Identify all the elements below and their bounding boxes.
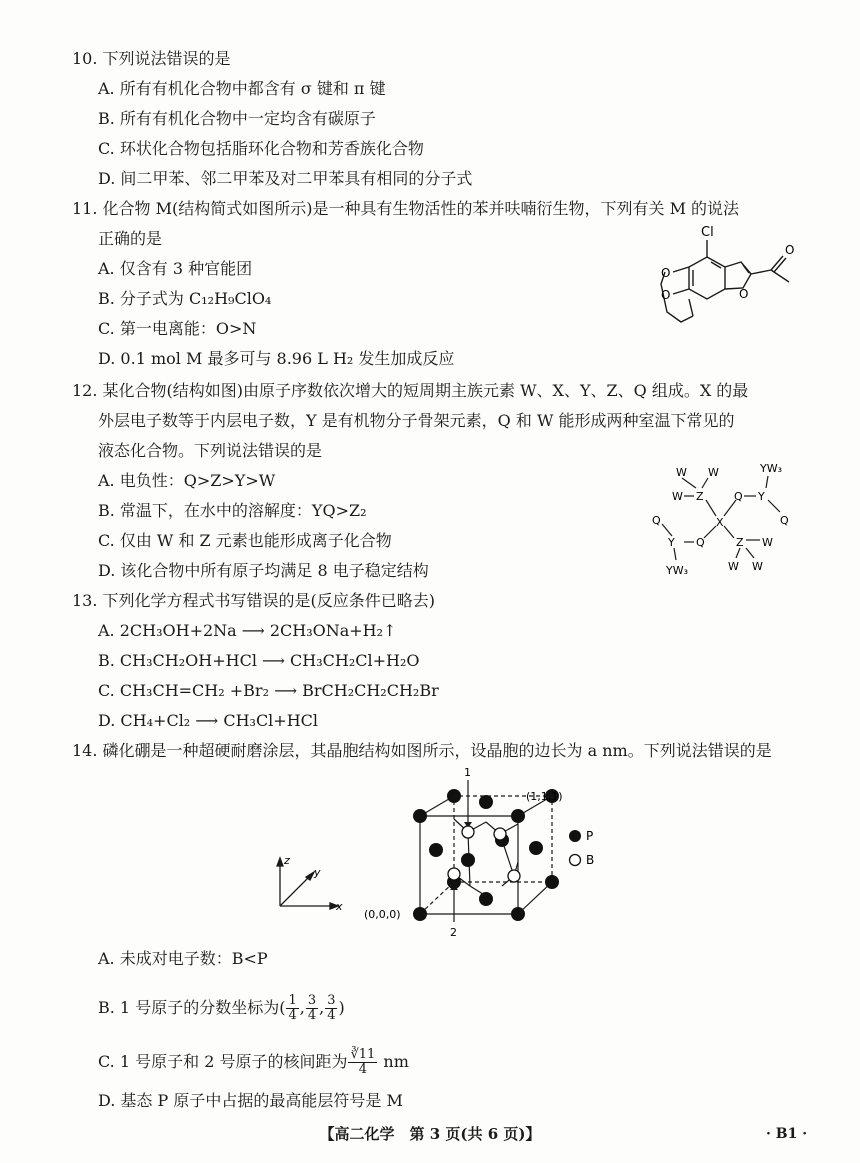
legend-p-label: P [586, 829, 594, 843]
q10-option-d: D. 间二甲苯、邻二甲苯及对二甲苯具有相同的分子式 [98, 169, 473, 188]
q12-option-b: B. 常温下，在水中的溶解度：YQ>Z₂ [98, 501, 367, 520]
q12-q-label: Q [652, 514, 661, 527]
q12-w-label: W [676, 466, 687, 479]
q11-option-b: B. 分子式为 C₁₂H₉ClO₄ [98, 289, 272, 308]
fraction: $\frac{1}{4}$ [288, 993, 297, 1023]
q12-w-label: W [752, 560, 763, 573]
q12-structure-figure [640, 458, 815, 586]
axis-x-label: x [336, 900, 343, 913]
legend-b-marker [570, 855, 581, 866]
q11-option-c: C. 第一电离能：O>N [98, 319, 257, 338]
q12-w-label: W [708, 466, 719, 479]
q12-x-label: X [716, 516, 724, 529]
coord-000-label: (0,0,0) [364, 908, 401, 921]
q10-option-c: C. 环状化合物包括脂环化合物和芳香族化合物 [98, 139, 424, 158]
q13-option-a: A. 2CH₃OH+2Na ⟶ 2CH₃ONa+H₂↑ [98, 621, 397, 640]
q14-option-c [98, 1048, 409, 1077]
footer-page-info: 【高二化学 第 3 页(共 6 页)】 [319, 1125, 541, 1143]
q12-q-label: Q [734, 490, 743, 503]
q12-option-c: C. 仅由 W 和 Z 元素也能形成离子化合物 [98, 531, 392, 550]
q11-stem-line1: 11. 化合物 M(结构简式如图所示)是一种具有生物活性的苯并呋喃衍生物，下列有关 M 的说法 [72, 199, 740, 218]
q12-w-label: W [728, 560, 739, 573]
legend-p-marker [569, 830, 581, 842]
q12-yw3-label: YW₃ [760, 462, 783, 475]
q14-option-b: B. 1 号原子的分数坐标为( $\frac{1}{4}$ , $\frac{3}{4}$ , $\frac{3}{4}$ ) [98, 993, 345, 1023]
q14-option-d: D. 基态 P 原子中占据的最高能层符号是 M [98, 1091, 403, 1110]
footer-code: · B1 · [766, 1126, 808, 1142]
q12-yw3-label: YW₃ [666, 564, 689, 577]
q11-option-d: D. 0.1 mol M 最多可与 8.96 L H₂ 发生加成反应 [98, 349, 455, 368]
fraction: $\frac{3}{4}$ [327, 993, 336, 1023]
q11-o-label: O [661, 266, 671, 280]
q11-cl-label: Cl [701, 225, 714, 240]
q12-z-label: Z [696, 490, 704, 503]
q12-stem-line2: 外层电子数等于内层电子数，Y 是有机物分子骨架元素，Q 和 W 能形成两种室温下常见的 [98, 411, 735, 430]
q14-option-b-prefix: B. 1 号原子的分数坐标为( [98, 998, 286, 1017]
q13-option-d: D. CH₄+Cl₂ ⟶ CH₃Cl+HCl [98, 711, 319, 730]
q12-y-label: Y [668, 536, 675, 549]
q12-y-label: Y [758, 490, 765, 503]
axis-y-label: y [314, 866, 321, 879]
q11-o-label: O [739, 287, 749, 301]
q12-stem-line3: 液态化合物。下列说法错误的是 [98, 441, 323, 460]
q14-option-a: A. 未成对电子数：B<P [98, 949, 268, 968]
atom-1-label: 1 [464, 766, 471, 779]
q13-option-b: B. CH₃CH₂OH+HCl ⟶ CH₃CH₂Cl+H₂O [98, 651, 420, 670]
fraction: $\frac{3}{4}$ [307, 993, 317, 1023]
coord-111-label: (1,1,1) [526, 790, 563, 803]
q11-option-a: A. 仅含有 3 种官能团 [98, 259, 253, 278]
q11-o-label: O [661, 288, 671, 302]
atom-2-label: 2 [450, 926, 457, 939]
legend-b-label: B [586, 853, 595, 867]
q13-stem: 13. 下列化学方程式书写错误的是(反应条件已略去) [72, 591, 436, 610]
fraction: $\frac{∛11}{4}$ [350, 1047, 376, 1077]
q14-crystal-figure [268, 764, 638, 944]
q14-stem: 14. 磷化硼是一种超硬耐磨涂层，其晶胞结构如图所示，设晶胞的边长为 a nm。下列说法错误的是 [72, 741, 772, 760]
q12-option-d: D. 该化合物中所有原子均满足 8 电子稳定结构 [98, 561, 429, 580]
q11-stem-line2: 正确的是 [98, 229, 163, 248]
q14-option-b-suffix: ) [338, 998, 345, 1017]
q10-stem: 10. 下列说法错误的是 [72, 49, 231, 68]
q12-option-a: A. 电负性：Q>Z>Y>W [98, 471, 276, 490]
q14-option-c-unit: nm [383, 1052, 409, 1071]
axis-z-label: z [284, 854, 290, 867]
q11-o-label: O [785, 243, 795, 257]
q12-z-label: Z [736, 536, 744, 549]
q11-structure-figure [655, 222, 815, 340]
q10-option-b: B. 所有有机化合物中一定均含有碳原子 [98, 109, 376, 128]
q13-option-c: C. CH₃CH=CH₂ +Br₂ ⟶ BrCH₂CH₂CH₂Br [98, 681, 439, 700]
q10-option-a: A. 所有有机化合物中都含有 σ 键和 π 键 [98, 79, 386, 98]
q14-option-c-prefix: C. 1 号原子和 2 号原子的核间距为 [98, 1052, 348, 1071]
q12-q-label: Q [780, 514, 789, 527]
q12-w-label: W [672, 490, 683, 503]
q12-q-label: Q [696, 536, 705, 549]
q12-w-label: W [762, 536, 773, 549]
q12-stem-line1: 12. 某化合物(结构如图)由原子序数依次增大的短周期主族元素 W、X、Y、Z、Q 组成。X 的最 [72, 381, 749, 400]
